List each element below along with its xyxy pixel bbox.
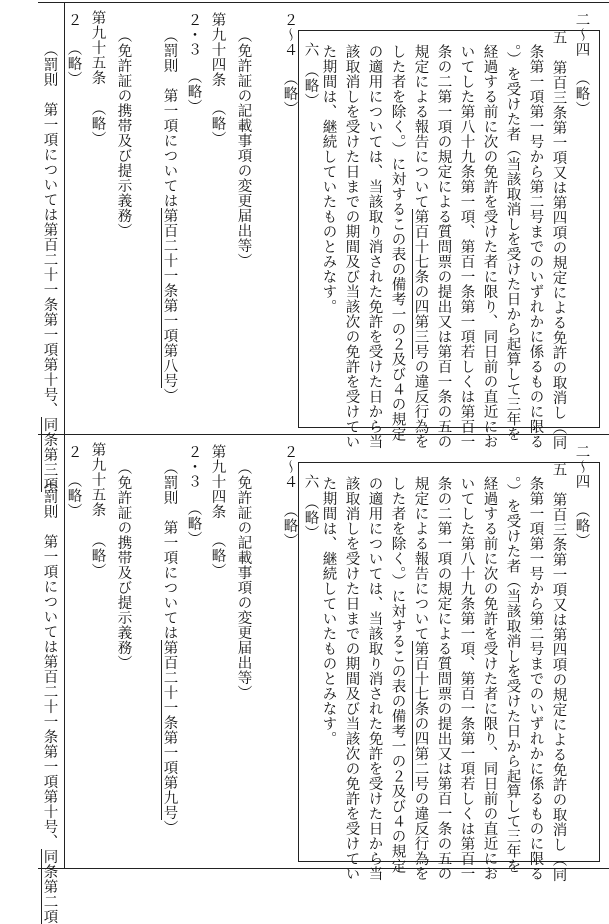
- col-items-2-4: ２〜４（略）: [281, 444, 298, 548]
- top-rule: [38, 2, 609, 3]
- col-items-2-3: ２・３（略）: [185, 444, 202, 546]
- box-col-item-5-line-9: の適用については、当該取り消された免許を受けた日から当: [366, 44, 383, 449]
- col-article-95: 第九十五条（略）: [89, 442, 106, 578]
- box-col-item-5-line-4: 経過する前に次の免許を受けた者に限り、同日前の直近にお: [481, 44, 498, 449]
- box-col-item-5-line-5: いてした第八十九条第一項、第百一条第一項若しくは第百一: [458, 476, 475, 881]
- col-heading-license-carry: （免許証の携帯及び提示義務）: [115, 28, 132, 238]
- box-col-item-5-line-11: た期間は、継続していたものとみなす。: [320, 476, 337, 746]
- box-col-item-5-line-9: の適用については、当該取り消された免許を受けた日から当: [366, 476, 383, 881]
- col-article-95: 第九十五条（略）: [89, 10, 106, 146]
- bottom-rule: [38, 868, 609, 869]
- col-heading-license-carry: （免許証の携帯及び提示義務）: [115, 460, 132, 670]
- middle-rule: [38, 434, 609, 435]
- col-item-2: ２（略）: [65, 444, 82, 518]
- box-col-item-5-line-4: 経過する前に次の免許を受けた者に限り、同日前の直近にお: [481, 476, 498, 881]
- col-penalty-art95: （罰則 第一項については第百二十一条第一項第十号、同条第二項: [41, 474, 58, 924]
- col-heading-license-change: （免許証の記載事項の変更届出等）: [235, 28, 252, 268]
- box-col-item-5-line-7: 規定による報告について第百十七条の四第三号の違反行為を: [412, 44, 429, 449]
- box-col-item-5-line-1: 五 第百三条第一項又は第四項の規定による免許の取消し（同: [550, 462, 567, 882]
- box-col-item-5-line-1: 五 第百三条第一項又は第四項の規定による免許の取消し（同: [550, 30, 567, 450]
- box-col-item-5-line-5: いてした第八十九条第一項、第百一条第一項若しくは第百一: [458, 44, 475, 449]
- col-article-94: 第九十四条（略）: [209, 12, 226, 146]
- box-col-item-5-line-2: 条第一項第一号から第二号までのいずれかに係るものに限る: [527, 44, 544, 449]
- box-col-item-5-line-6: 条の二第一項の規定による質問票の提出又は第百一条の五の: [435, 44, 452, 449]
- box-col-item-5-line-8: した者を除く。）に対するこの表の備考一の２及び４の規定: [389, 476, 406, 874]
- box-col-item-5-line-11: た期間は、継続していたものとみなす。: [320, 44, 337, 314]
- box-col-item-5-line-6: 条の二第一項の規定による質問票の提出又は第百一条の五の: [435, 476, 452, 881]
- box-col-item-6: 六（略）: [302, 42, 319, 108]
- box-col-item-2-4: 二〜四（略）: [573, 444, 590, 548]
- box-col-item-5-line-7: 規定による報告について第百十七条の四第二号の違反行為を: [412, 476, 429, 881]
- box-col-item-5-line-10: 該取消しを受けた日までの期間及び当該次の免許を受けてい: [343, 44, 360, 449]
- col-penalty-art94: （罰則 第一項については第百二十一条第一項第九号）: [161, 460, 178, 835]
- col-items-2-3: ２・３（略）: [185, 12, 202, 114]
- box-col-item-5-line-2: 条第一項第一号から第二号までのいずれかに係るものに限る: [527, 476, 544, 881]
- amended-reference-underline: 第百十七条の四第三号: [412, 209, 429, 359]
- col-article-94: 第九十四条（略）: [209, 444, 226, 578]
- col-items-2-4: ２〜４（略）: [281, 12, 298, 116]
- box-col-item-6: 六（略）: [302, 474, 319, 540]
- amended-reference-underline: 第百二十一条第一項第九号: [161, 640, 178, 820]
- amended-reference-underline: 同条第三項: [41, 417, 58, 492]
- amended-reference-underline: 第百二十一条第一項第八号: [161, 208, 178, 388]
- box-col-item-5-line-10: 該取消しを受けた日までの期間及び当該次の免許を受けてい: [343, 476, 360, 881]
- box-col-item-5-line-3: 。）を受けた者（当該取消しを受けた日から起算して三年を: [504, 476, 521, 874]
- box-col-item-2-4: 二〜四（略）: [573, 12, 590, 116]
- box-col-item-5-line-3: 。）を受けた者（当該取消しを受けた日から起算して三年を: [504, 44, 521, 442]
- amended-reference-underline: 同条第二項: [41, 849, 58, 924]
- col-heading-license-change: （免許証の記載事項の変更届出等）: [235, 460, 252, 700]
- box-col-item-5-line-8: した者を除く。）に対するこの表の備考一の２及び４の規定: [389, 44, 406, 442]
- col-penalty-art94: （罰則 第一項については第百二十一条第一項第八号）: [161, 28, 178, 403]
- amended-reference-underline: 第百十七条の四第二号: [412, 641, 429, 791]
- col-item-2: ２（略）: [65, 12, 82, 86]
- col-penalty-art95: （罰則 第一項については第百二十一条第一項第十号、同条第三項: [41, 42, 58, 492]
